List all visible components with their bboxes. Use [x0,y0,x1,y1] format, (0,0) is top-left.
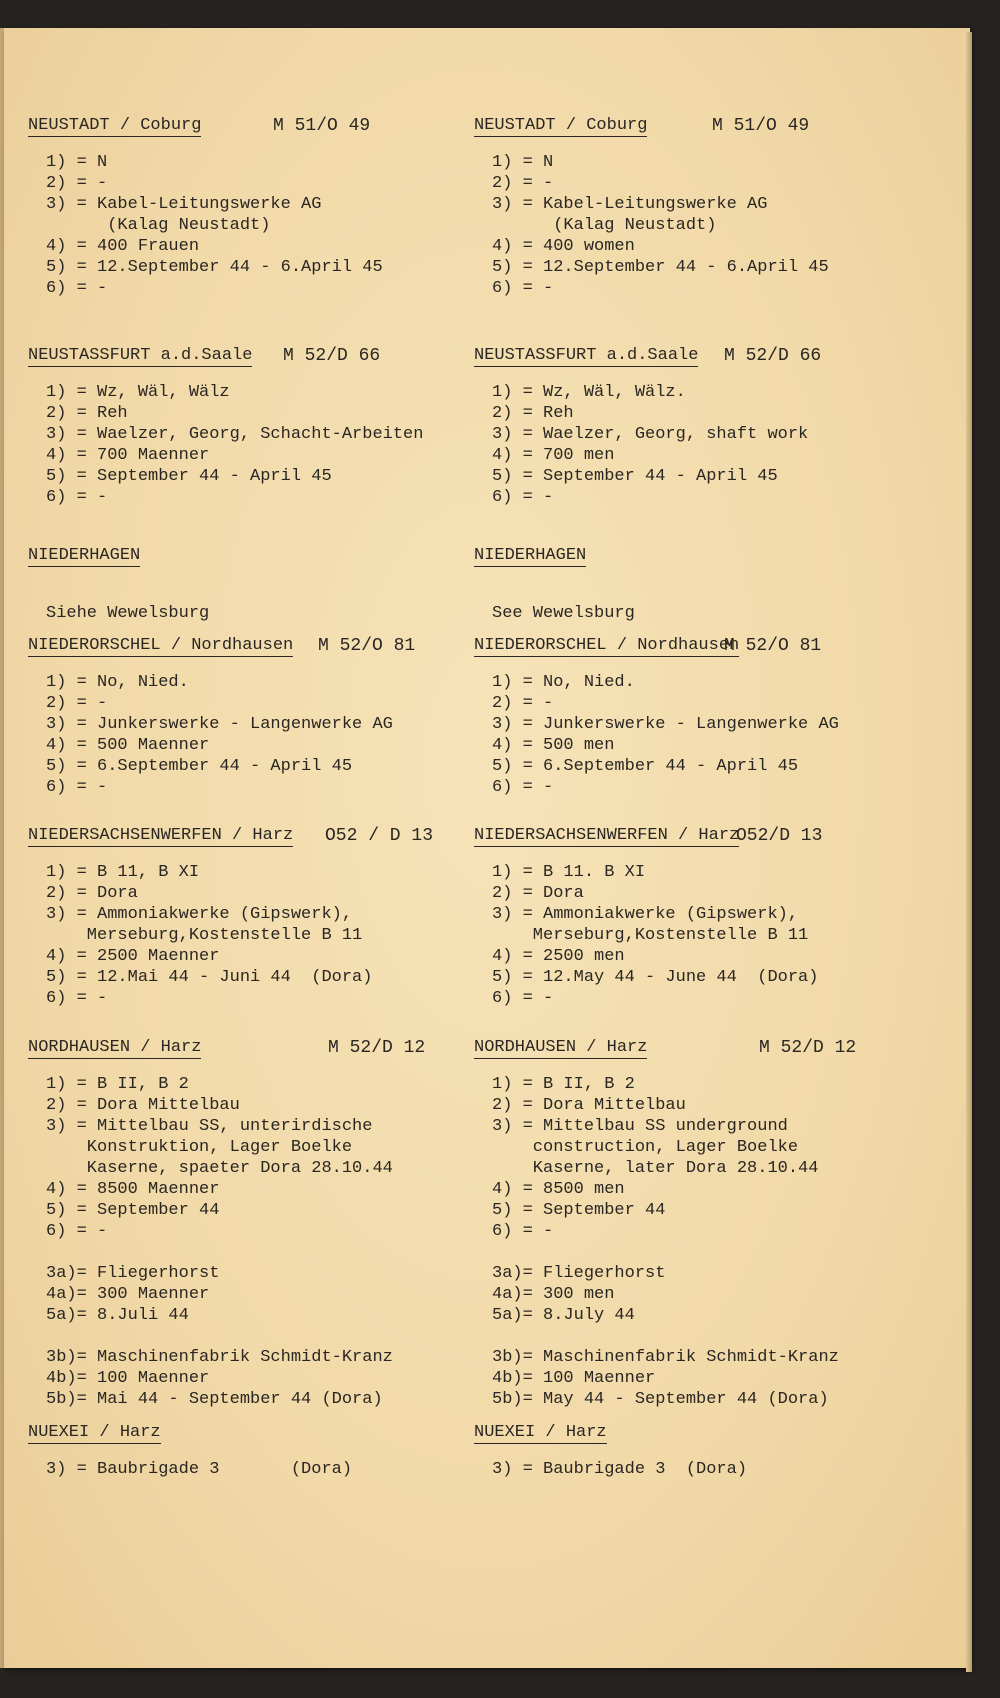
entry-line: 5) = September 44 [492,1201,666,1220]
entry-line: construction, Lager Boelke [492,1138,799,1157]
entry-line: 3) = Kabel-Leitungswerke AG [492,195,768,214]
entry-lines [28,382,448,508]
entry-line: 3) = Baubrigade 3 (Dora) [492,1460,748,1479]
entry-line: 3) = Ammoniakwerke (Gipswerk), [492,905,799,924]
entry-header [28,1038,448,1062]
place-name: NORDHAUSEN / Harz [28,1038,202,1057]
entry-de-1 [28,346,448,508]
file-code: M 51/O 49 [712,116,810,136]
file-code: M 52/D 66 [724,346,822,366]
entry-header [474,826,914,850]
place-name: NORDHAUSEN / Harz [474,1038,648,1057]
entry-line: Kaserne, spaeter Dora 28.10.44 [46,1159,393,1178]
entry-lines [474,862,914,1009]
entry-line: 6) = - [46,1222,108,1241]
entry-line: 1) = B 11, B XI [46,863,200,882]
entry-lines [28,1459,448,1480]
entry-header [28,826,448,850]
entry-line: 2) = Dora Mittelbau [46,1096,240,1115]
file-code: M 52/D 66 [283,346,381,366]
entry-line [28,1326,448,1347]
entry-lines [474,1459,914,1480]
entry-line: 1) = No, Nied. [492,673,635,692]
entry-line: 4) = 400 Frauen [46,237,200,256]
entry-line: 3) = Junkerswerke - Langenwerke AG [46,715,393,734]
entry-de-0 [28,116,448,299]
entry-line: 6) = - [46,279,108,298]
entry-line: 3) = Waelzer, Georg, Schacht-Arbeiten [46,425,424,444]
place-name: NEUSTASSFURT a.d.Saale [28,346,253,365]
place-name: NIEDERSACHSENWERFEN / Harz [28,826,294,845]
entry-line: 5) = 12.September 44 - 6.April 45 [492,258,829,277]
entry-line: 5b)= May 44 - September 44 (Dora) [492,1390,829,1409]
entry-line: 4) = 700 men [492,446,615,465]
document-page [4,28,970,1668]
entry-header [28,116,448,140]
entry-line: 5) = September 44 [46,1201,220,1220]
file-code: O52 / D 13 [325,826,434,846]
entry-line: 5) = 6.September 44 - April 45 [492,757,799,776]
entry-line: 2) = Dora [492,884,584,903]
entry-line [474,1326,914,1347]
file-code: M 52/D 12 [328,1038,426,1058]
entry-header [28,346,448,370]
entry-header [474,116,914,140]
entry-line: 2) = - [492,694,554,713]
entry-line: (Kalag Neustadt) [46,216,271,235]
entry-line: 4b)= 100 Maenner [492,1369,656,1388]
entry-line [474,1242,914,1263]
entry-line: 2) = - [46,694,108,713]
entry-header [474,546,914,570]
entry-line: 1) = B II, B 2 [46,1075,189,1094]
entry-line: Konstruktion, Lager Boelke [46,1138,353,1157]
entry-line: 6) = - [492,1222,554,1241]
place-name: NIEDERORSCHEL / Nordhausen [28,636,294,655]
entry-line: 3a)= Fliegerhorst [492,1264,666,1283]
entry-line: 3) = Junkerswerke - Langenwerke AG [492,715,839,734]
entry-line: 1) = No, Nied. [46,673,189,692]
entry-lines [474,382,914,508]
entry-line: 3) = Waelzer, Georg, shaft work [492,425,809,444]
entry-line: 3) = Kabel-Leitungswerke AG [46,195,322,214]
page-stack-edge [966,32,972,1672]
entry-line: 6) = - [46,488,108,507]
entry-en-5 [474,1038,914,1410]
file-code: O52/D 13 [736,826,823,846]
entry-line: 4) = 700 Maenner [46,446,210,465]
entry-lines [474,1074,914,1410]
entry-line: 6) = - [46,778,108,797]
entry-line: 6) = - [492,279,554,298]
entry-line: 5) = 12.September 44 - 6.April 45 [46,258,383,277]
file-code: M 51/O 49 [273,116,371,136]
entry-lines [474,672,914,798]
entry-line: 4) = 8500 Maenner [46,1180,220,1199]
entry-line: 3b)= Maschinenfabrik Schmidt-Kranz [492,1348,839,1367]
entry-line: 1) = Wz, Wäl, Wälz. [492,383,686,402]
entry-line: 3a)= Fliegerhorst [46,1264,220,1283]
entry-line: 4b)= 100 Maenner [46,1369,210,1388]
entry-line: 3) = Ammoniakwerke (Gipswerk), [46,905,353,924]
place-name: NUEXEI / Harz [28,1423,161,1442]
entry-header [474,636,914,660]
entry-line: 5) = 12.May 44 - June 44 (Dora) [492,968,819,987]
place-name: NIEDERORSCHEL / Nordhausen [474,636,740,655]
entry-line: 1) = N [46,153,108,172]
entry-line: 6) = - [492,778,554,797]
entry-header [28,546,448,570]
entry-lines [474,582,914,624]
entry-lines [28,1074,448,1410]
entry-header [474,1423,914,1447]
entry-line: 6) = - [492,488,554,507]
file-code: M 52/O 81 [318,636,416,656]
entry-de-5 [28,1038,448,1410]
entry-line: 5a)= 8.Juli 44 [46,1306,189,1325]
entry-line: 4) = 500 men [492,736,615,755]
entry-line: See Wewelsburg [492,604,635,623]
entry-lines [28,672,448,798]
place-name: NEUSTADT / Coburg [474,116,648,135]
place-name: NEUSTADT / Coburg [28,116,202,135]
entry-line: 3) = Mittelbau SS underground [492,1117,788,1136]
entry-line: 2) = Reh [492,404,574,423]
entry-line: Kaserne, later Dora 28.10.44 [492,1159,819,1178]
entry-de-6 [28,1423,448,1480]
entry-en-6 [474,1423,914,1480]
entry-line: Merseburg,Kostenstelle B 11 [46,926,363,945]
entry-line: 1) = N [492,153,554,172]
entry-lines [28,152,448,299]
entry-line: 4) = 2500 men [492,947,625,966]
entry-line: 6) = - [46,989,108,1008]
entry-header [28,636,448,660]
entry-line: 5) = 12.Mai 44 - Juni 44 (Dora) [46,968,373,987]
place-name: NUEXEI / Harz [474,1423,607,1442]
entry-lines [28,862,448,1009]
place-name: NIEDERHAGEN [28,546,141,565]
entry-line: 4) = 8500 men [492,1180,625,1199]
entry-line: (Kalag Neustadt) [492,216,717,235]
entry-line: Siehe Wewelsburg [46,604,210,623]
place-name: NIEDERHAGEN [474,546,587,565]
entry-line: 5a)= 8.July 44 [492,1306,635,1325]
entry-lines [28,582,448,624]
entry-en-3 [474,636,914,798]
entry-line: 1) = B II, B 2 [492,1075,635,1094]
entry-line: 4) = 400 women [492,237,635,256]
place-name: NEUSTASSFURT a.d.Saale [474,346,699,365]
entry-line: 5) = 6.September 44 - April 45 [46,757,353,776]
entry-header [474,346,914,370]
entry-line: 4) = 500 Maenner [46,736,210,755]
entry-de-2 [28,546,448,624]
entry-line: 5b)= Mai 44 - September 44 (Dora) [46,1390,383,1409]
entry-line: 4a)= 300 Maenner [46,1285,210,1304]
place-name: NIEDERSACHSENWERFEN / Harz [474,826,740,845]
entry-de-4 [28,826,448,1009]
entry-line: 2) = Dora Mittelbau [492,1096,686,1115]
entry-line: 1) = B 11. B XI [492,863,646,882]
file-code: M 52/D 12 [759,1038,857,1058]
entry-line: 4a)= 300 men [492,1285,615,1304]
entry-line: 5) = September 44 - April 45 [492,467,778,486]
entry-en-0 [474,116,914,299]
entry-line [28,1242,448,1263]
entry-line: 3) = Mittelbau SS, unterirdische [46,1117,373,1136]
entry-lines [474,152,914,299]
entry-header [474,1038,914,1062]
entry-line: 5) = September 44 - April 45 [46,467,332,486]
entry-line: 4) = 2500 Maenner [46,947,220,966]
entry-de-3 [28,636,448,798]
entry-line: 2) = - [46,174,108,193]
entry-line [28,582,448,603]
entry-line: 2) = - [492,174,554,193]
entry-line: 3b)= Maschinenfabrik Schmidt-Kranz [46,1348,393,1367]
entry-line: 3) = Baubrigade 3 (Dora) [46,1460,353,1479]
entry-en-1 [474,346,914,508]
entry-en-2 [474,546,914,624]
entry-header [28,1423,448,1447]
entry-line: 6) = - [492,989,554,1008]
entry-en-4 [474,826,914,1009]
entry-line: 2) = Reh [46,404,128,423]
entry-line: Merseburg,Kostenstelle B 11 [492,926,809,945]
file-code: M 52/O 81 [724,636,822,656]
entry-line: 1) = Wz, Wäl, Wälz [46,383,230,402]
entry-line [474,582,914,603]
entry-line: 2) = Dora [46,884,138,903]
